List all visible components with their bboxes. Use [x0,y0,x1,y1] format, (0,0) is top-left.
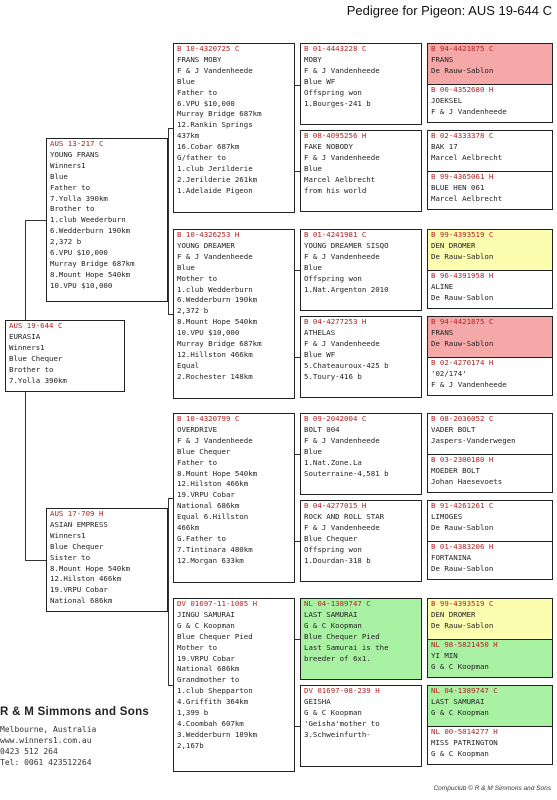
card-line: 12.Hilston 466km [50,574,122,584]
card-line: JINGU SAMURAI [177,609,235,619]
card-line: De Rauw-Sablon [431,251,494,261]
card-line: 1.club Shepparton [177,686,253,696]
gen5-card[interactable] [428,599,552,639]
card-line: ALINE [431,281,454,291]
gen5-card[interactable] [428,270,552,309]
card-line: Jaspers-Vanderwegen [431,435,516,445]
card-line: F & J Vandenheede [304,152,380,162]
ring-number: B 91-4261261 C [431,501,494,510]
card-line: F & J Vandenheede [304,435,380,445]
card-line: F & J Vandenheede [431,106,507,116]
card-line: 'Geisha'mother to [304,718,380,728]
card-line: DEN DROMER [431,609,476,619]
card-line: breeder of 6x1. [304,653,371,663]
card-line: ASIAN EMPRESS [50,519,108,529]
breeder-name: R & M Simmons and Sons [0,706,150,718]
card-line: 16.Cobar 687km [177,142,240,152]
card-line: Murray Bridge 687km [177,109,262,119]
card-line: Souterraine-4,581 b [304,468,389,478]
ring-number: B 99-4365061 H [431,172,494,181]
connector-line [168,128,169,220]
card-line: Father to [177,87,218,97]
ring-number: B 04-4277015 H [304,501,367,510]
ring-number: B 99-4393519 C [431,230,494,239]
card-line: F & J Vandenheede [304,251,380,261]
card-line: F & J Vandenheede [177,251,253,261]
card-line: 8.Mount Hope 540km [50,269,131,279]
card-line: F & J Vandenheede [304,522,380,532]
card-line: Mother to [177,273,218,283]
card-line: Murray Bridge 687km [50,258,135,268]
gen3-card[interactable] [173,413,295,583]
card-line: 6.VPU $10,000 [177,98,235,108]
ring-number: B 94-4421875 C [431,44,494,53]
ring-number: NL 04-1389747 C [304,599,371,608]
card-line: National 686km [177,501,240,511]
card-line: Blue Chequer [304,533,358,543]
card-line: F & J Vandenheede [177,435,253,445]
card-line: 1.Adelaide Pigeon [177,185,253,195]
card-line: 19.VRPU Cobar [177,653,235,663]
gen4-card[interactable] [300,598,422,680]
card-line: 6.Wedderburn 190km [177,295,258,305]
ring-number: AUS 19-644 C [9,321,63,330]
card-line: Brother to [9,364,54,374]
gen5-card[interactable] [428,501,552,541]
card-line: BOLT 004 [304,424,340,434]
card-line: JOEKSEL [431,95,463,105]
gen4-card[interactable] [300,685,422,767]
ring-number: NL 98-5821450 H [431,640,498,649]
card-line: 1.club Jerilderie [177,163,253,173]
card-line: 1.club Weederburn [50,215,126,225]
sire-card[interactable] [46,138,168,302]
card-line: 3.Wedderburn 189km [177,729,258,739]
card-line: ATHELAS [304,327,336,337]
card-line: 12.Hilston 466km [177,479,249,489]
card-line: FRANS MOBY [177,54,222,64]
connector-line [25,560,46,561]
gen5-card[interactable] [428,84,552,123]
gen5-card[interactable] [428,686,552,726]
card-line: FORTANINA [431,552,472,562]
card-line: 8.Mount Hope 540km [50,563,131,573]
ring-number: B 04-4277253 H [304,317,367,326]
ring-number: B 01-4443228 C [304,44,367,53]
connector-line [25,220,46,221]
card-line: Brother to [50,204,95,214]
card-line: Blue Chequer [50,541,104,551]
card-line: 466km [177,523,200,533]
card-line: 6.Wedderburn 190km [50,226,131,236]
card-line: LAST SAMURAI [304,609,358,619]
gen5-card[interactable] [428,541,552,580]
card-line: YOUNG FRANS [50,149,99,159]
card-line: 10.VPU $10,000 [177,328,240,338]
ring-number: B 10-4326253 H [177,230,240,239]
card-line: Marcel Aelbrecht [431,193,503,203]
card-line: ROCK AND ROLL STAR [304,511,385,521]
card-line: F & J Vandenheede [304,338,380,348]
ring-number: B 96-4391958 H [431,271,494,280]
card-line: BAK 17 [431,141,458,151]
card-line: Blue [304,446,322,456]
connector-line [168,498,169,560]
card-line: 437km [177,131,200,141]
card-line: DEN DROMER [431,240,476,250]
card-line: G & C Koopman [431,707,489,717]
card-line: Johan Haesevoets [431,476,503,486]
card-line: Winners1 [50,160,86,170]
ring-number: B 02-4333378 C [431,131,494,140]
ring-number: B 02-4270174 H [431,358,494,367]
card-line: 2,372 b [50,237,82,247]
ring-number: AUS 17-709 H [50,509,104,518]
ring-number: DV 01697-08-239 H [304,686,380,695]
card-line: Blue [177,76,195,86]
card-line: LIMOGES [431,511,463,521]
card-line: 1.Nat.Zone.La [304,457,362,467]
card-line: G & C Koopman [431,661,489,671]
card-line: 7.Yolla 390km [9,375,67,385]
gen4-card[interactable] [300,229,422,311]
ring-number: B 99-4393519 C [431,599,494,608]
connector-line [168,560,169,685]
card-line: 7.Tintinara 480km [177,544,253,554]
gen5-card[interactable] [428,44,552,84]
gen4-card[interactable] [300,500,422,582]
card-line: Marcel Aelbrecht [304,174,376,184]
dam-card[interactable] [46,508,168,612]
ring-number: B 94-4421875 C [431,317,494,326]
card-line: 1.Bourges-241 b [304,98,371,108]
card-line: FRANS [431,54,454,64]
connector-line [168,220,169,314]
gen5-card-pair [427,413,553,493]
card-line: YI MIN [431,650,458,660]
card-line: F & J Vandenheede [304,65,380,75]
card-line: Blue WF [304,349,336,359]
ring-number: NL 00-5014277 H [431,727,498,736]
card-line: '02/174' [431,368,467,378]
card-line: 8.Mount Hope 540km [177,468,258,478]
card-line: FAKE NOBODY [304,141,353,151]
gen4-card[interactable] [300,130,422,212]
gen3-card[interactable] [173,229,295,399]
card-line: 19.VRPU Cobar [177,490,235,500]
card-line: Blue [177,262,195,272]
subject-pigeon-card[interactable] [5,320,125,392]
card-line: 4.Griffith 364km [177,697,249,707]
card-line: Sister to [50,552,91,562]
card-line: De Rauw-Sablon [431,338,494,348]
breeder-location: Melbourne, Australia [0,725,97,734]
card-line: 1.Nat.Argenton 2010 [304,284,389,294]
card-line: from his world [304,185,367,195]
ring-number: B 01-4241981 C [304,230,367,239]
gen5-card-pair [427,316,553,396]
gen5-card[interactable] [428,171,552,210]
card-line: YOUNG DREAMER [177,240,235,250]
gen3-card[interactable] [173,43,295,213]
card-line: EURASIA [9,331,41,341]
connector-line [25,220,26,320]
gen5-card-pair [427,43,553,123]
card-line: Equal 6.Hillston [177,512,249,522]
card-line: Blue Chequer Pied [177,631,253,641]
card-line: Blue Chequer Pied [304,631,380,641]
card-line: 8.Mount Hope 540km [177,317,258,327]
card-line: De Rauw-Sablon [431,292,494,302]
card-line: MOEDER BOLT [431,465,480,475]
card-line: G & C Koopman [304,620,362,630]
card-line: Blue [50,171,68,181]
ring-number: B 01-4383206 H [431,542,494,551]
card-line: Father to [177,457,218,467]
gen5-card-pair [427,685,553,765]
card-line: 1.Dourdan-318 b [304,555,371,565]
gen4-card[interactable] [300,316,422,398]
gen5-card[interactable] [428,357,552,396]
ring-number: B 03-2300180 H [431,455,494,464]
card-line: G & C Koopman [431,748,489,758]
card-line: De Rauw-Sablon [431,563,494,573]
card-line: Winners1 [9,342,45,352]
card-line: Winners1 [50,530,86,540]
gen3-card[interactable] [173,598,295,772]
card-line: 1,399 b [177,708,209,718]
card-line: F & J Vandenheede [431,379,507,389]
card-line: Grandmother to [177,675,240,685]
card-line: 6.VPU $10,000 [50,248,108,258]
card-line: 3.Schweinfurth- [304,729,371,739]
card-line: Last Samurai is the [304,642,389,652]
card-line: MISS PATRINGTON [431,737,498,747]
card-line: MOBY [304,54,322,64]
card-line: Marcel Aelbrecht [431,152,503,162]
gen5-card[interactable] [428,726,552,765]
card-line: Blue WF [304,76,336,86]
card-line: De Rauw-Sablon [431,65,494,75]
card-line: Blue Chequer [177,446,231,456]
card-line: Mother to [177,642,218,652]
ring-number: AUS 13-217 C [50,139,104,148]
card-line: YOUNG DREAMER SISQO [304,240,389,250]
card-line: G & C Koopman [177,620,235,630]
card-line: Equal [177,360,200,370]
card-line: LAST SAMURAI [431,696,485,706]
card-line: OVERDRIVE [177,424,218,434]
card-line: 10.VPU $10,000 [50,280,113,290]
card-line: 12.Morgan 633km [177,555,244,565]
breeder-website-link[interactable]: www.winners1.com.au [0,736,92,745]
ring-number: B 10-4320725 C [177,44,240,53]
card-line: G/father to [177,153,226,163]
ring-number: DV 01697-11-1005 H [177,599,258,608]
card-line: GEISHA [304,696,331,706]
card-line: Blue Chequer [9,353,63,363]
gen5-card[interactable] [428,230,552,270]
card-line: 5.Chateauroux-425 b [304,360,389,370]
gen5-card-pair [427,500,553,580]
card-line: Offspring won [304,87,362,97]
card-line: National 686km [177,664,240,674]
card-line: 2,372 b [177,306,209,316]
gen5-card[interactable] [428,317,552,357]
gen4-card[interactable] [300,413,422,495]
page-title: Pedigree for Pigeon: AUS 19-644 C [346,3,552,18]
gen5-card[interactable] [428,131,552,171]
gen5-card-pair [427,598,553,678]
ring-number: B 08-2036052 C [431,414,494,423]
card-line: National 686km [50,596,113,606]
card-line: 2,167b [177,740,204,750]
gen5-card[interactable] [428,414,552,454]
card-line: De Rauw-Sablon [431,620,494,630]
connector-line [25,392,26,560]
card-line: 12.Rankin Springs [177,120,253,130]
card-line: 5.Toury-416 b [304,371,362,381]
card-line: 1.club Wedderburn [177,284,253,294]
card-line: F & J Vandenheede [177,65,253,75]
card-line: 12.Hillston 466km [177,349,253,359]
card-line: BLUE HEN 061 [431,182,485,192]
gen5-card-pair [427,130,553,210]
footer-credit: Compuclub © R & M Simmons and Sons [433,785,551,792]
ring-number: B 00-4352680 H [431,85,494,94]
breeder-phone: 0423 512 264 [0,747,58,756]
card-line: 4.Coombah 607km [177,718,244,728]
card-line: Offspring won [304,273,362,283]
card-line: 19.VRPU Cobar [50,585,108,595]
card-line: Murray Bridge 687km [177,339,262,349]
gen5-card[interactable] [428,454,552,493]
card-line: 7.Yolla 390km [50,193,108,203]
ring-number: NL 04-1389747 C [431,686,498,695]
ring-number: B 09-2042004 C [304,414,367,423]
card-line: Blue [304,262,322,272]
card-line: G & C Koopman [304,707,362,717]
card-line: De Rauw-Sablon [431,522,494,532]
card-line: Blue [304,163,322,173]
card-line: G.Father to [177,533,226,543]
gen5-card-pair [427,229,553,309]
ring-number: B 08-4095256 H [304,131,367,140]
card-line: FRANS [431,327,454,337]
card-line: Offspring won [304,544,362,554]
ring-number: B 10-4320799 C [177,414,240,423]
card-line: 2.Rochester 148km [177,371,253,381]
gen5-card[interactable] [428,639,552,678]
card-line: VADER BOLT [431,424,476,434]
gen4-card[interactable] [300,43,422,125]
card-line: Father to [50,182,91,192]
breeder-info [0,706,170,768]
card-line: 2.Jerilderie 261km [177,174,258,184]
breeder-tel: Tel: 0061 423512264 [0,758,92,767]
